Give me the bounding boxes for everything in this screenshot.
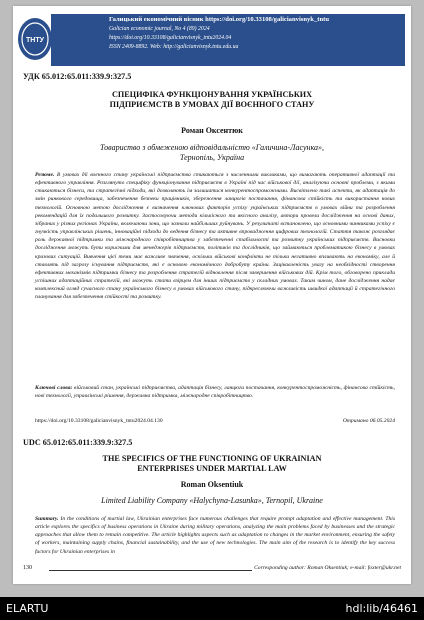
title-en: THE SPECIFICS OF THE FUNCTIONING OF UKRAINIAN ENTERPRISES UNDER MARTIAL LAW	[102, 454, 322, 473]
udc-en: UDC 65.012:65.011:339.9:327.5	[23, 438, 133, 447]
title-ua: СПЕЦИФІКА ФУНКЦІОНУВАННЯ УКРАЇНСЬКИХ ПІДПРИЄМСТВ В УМОВАХ ДІЇ ВОЄННОГО СТАНУ	[109, 90, 315, 109]
journal-header	[51, 14, 405, 66]
affiliation-ua: Товариство з обмеженою відповідальністю «Галичина-Ласунка», Тернопіль, Україна	[100, 143, 324, 162]
viewer-bar	[0, 597, 424, 620]
author-en: Roman Oksentiuk	[180, 480, 244, 489]
journal-name-en: Galician economic journal, No 4 (89) 2024	[109, 26, 210, 32]
handle-id[interactable]: hdl:lib/46461	[345, 602, 418, 615]
summary-en: Summary. In the conditions of martial law, Ukrainian enterprises face numerous challenges that require prompt adaptation and effective management. This article explores the specifics of business operations in Ukraine during military operations, analyzing the main problems faced by businesses and the strategic approaches that allow them to remain competitive. The article highlights aspects such as adaptation to changes in the market environment, ensuring the safety of workers, maintaining supply chains, financial sustainability, and the use of new technologies. The main aim of the research is to identify the key success factors for Ukrainian enterprises in	[35, 516, 395, 555]
svg-text:ТНТУ: ТНТУ	[26, 37, 44, 44]
page-number: 130	[23, 565, 32, 571]
issn-web: ISSN 2409-8892. Web: http://galicianvisnyk.tntu.edu.ua	[109, 44, 239, 50]
affiliation-en: Limited Liability Company «Halychyna-Lasunka», Ternopil, Ukraine	[101, 496, 323, 505]
received-date: Отримано 06.05.2024	[342, 418, 395, 424]
document-page	[13, 6, 411, 584]
keywords-ua: Ключові слова: військовий стан, українські підприємства, адаптація бізнесу, ланцюги постачання, конкурентоспроможність, фінансова стійкість, нові технології, управлінські рішення, державна підтримка, міжнародне співробітництво.	[35, 385, 395, 400]
udc-ua: УДК 65.012:65.011:339.9:327.5	[23, 72, 132, 81]
journal-name-ua: Галицький економічний вісник https://doi.org/10.33108/galicianvisnyk_tntu	[109, 16, 329, 23]
article-doi[interactable]: https://doi.org/10.33108/galicianvisnyk_tntu2024.04.130	[35, 418, 163, 424]
issue-doi: https://doi.org/10.33108/galicianvisnyk_tntu2024.04	[109, 35, 232, 41]
repository-name[interactable]: ELARTU	[6, 602, 49, 615]
corresponding-author: Corresponding author: Roman Oksentiuk; e-mail: foxter@ukr.net	[254, 565, 401, 571]
abstract-ua: Резюме. В умовах дії воєнного стану українські підприємства стикаються з численними викликами, що вимагають оперативної адаптації та ефективного управління. Розглянуто специфіку функціонування підприємств в Україні під час військової дії, аналізуючи основні проблеми, з якими стикаються бізнеси, та стратегічні підходи, які дозволяють їм залишатися конкурентоспроможними. Висвітлено такі аспекти, як адаптація до змін ринкового середовища, забезпечення безпеки працівників, збереження ланцюгів постачання, фінансова стійкість та використання нових технологій. Основною метою дослідження є визначення ключових факторів успіху українських підприємств в умовах війни та розроблення рекомендацій для їх подальшого розвитку. Застосовуючи методи кількісного та якісного аналізу, автори провели дослідження на основі даних, зібраних у різних регіонах України, включаючи зони, що зазнали найбільших руйнувань. У результаті встановлено, що основними чинниками успіху є гнучкість управлінських рішень, інноваційні підходи до ведення бізнесу та активне впровадження цифрових технологій. Стаття також розглядає роль державної підтримки та міжнародного співробітництва у забезпеченні стабільності та розвитку українських підприємств. Висновки дослідження можуть бути корисними для менеджерів підприємств, політиків та дослідників, що займаються проблематикою бізнесу в умовах кризових ситуацій. Вивчення цієї теми має важливе значення, оскільки військові конфлікти не тільки негативно впливають на економіку, але й ставлять під загрозу існування підприємств, які є основою економічного добробуту країни. Зацікавленість увагу на необхідності створення ефективних механізмів підтримки бізнесу та розроблення стратегій відновлення після завершення військових дій. Крім того, обговорено приклади успішних адаптаційних стратегій, які можуть стати взірцем для інших підприємств у складних умовах. Таким чином, дане дослідження надає комплексний огляд сучасного стану українського бізнесу в умовах військового стану, підкреслюючи важливість швидкої адаптації й стратегічного планування для забезпечення стійкості та розвитку.	[35, 172, 396, 301]
doi-row-ua	[35, 418, 395, 424]
tntu-logo	[17, 16, 53, 62]
author-ua: Роман Оксентюк	[181, 126, 243, 135]
